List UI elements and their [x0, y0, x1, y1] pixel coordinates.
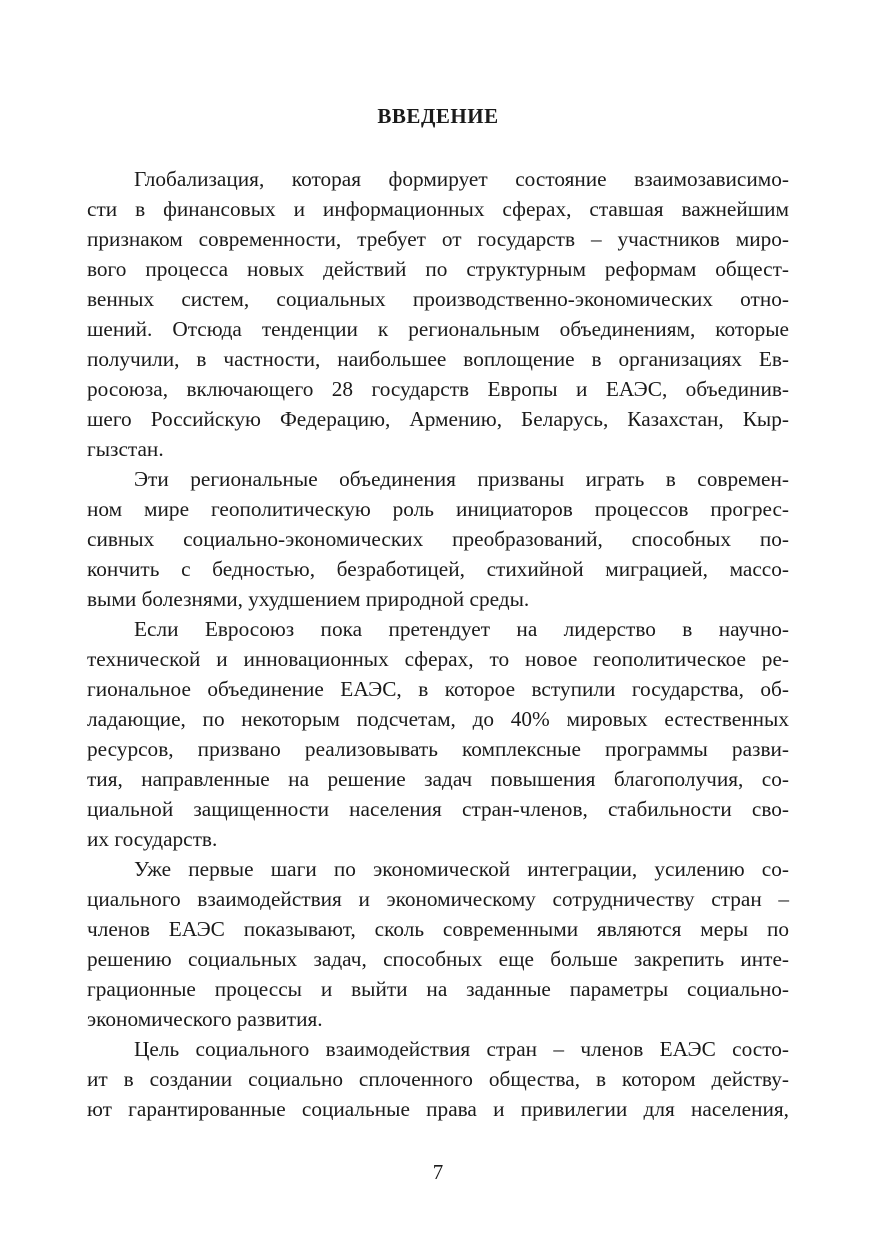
paragraph-line: выми болезнями, ухудшением природной среды. — [87, 587, 530, 611]
paragraph-line: получили, в частности, наибольшее воплощение в организациях Ев- — [87, 347, 789, 371]
paragraph-line: Уже первые шаги по экономической интеграции, усилению со- — [134, 857, 789, 881]
paragraph-line: экономического развития. — [87, 1007, 323, 1031]
paragraph-line: шений. Отсюда тенденции к региональным объединениям, которые — [87, 317, 789, 341]
paragraph-line: ладающие, по некоторым подсчетам, до 40% мировых естественных — [87, 707, 789, 731]
body-text — [87, 164, 789, 1124]
paragraph-line: ют гарантированные социальные права и привилегии для населения, — [87, 1097, 789, 1121]
paragraph-line: их государств. — [87, 827, 218, 851]
paragraph-line: кончить с бедностью, безработицей, стихийной миграцией, массо- — [87, 557, 789, 581]
paragraph-line: ресурсов, призвано реализовывать комплексные программы разви- — [87, 737, 789, 761]
paragraph — [87, 164, 789, 464]
paragraph-line: Если Евросоюз пока претендует на лидерство в научно- — [134, 617, 789, 641]
paragraph-line: росоюза, включающего 28 государств Европы и ЕАЭС, объединив- — [87, 377, 789, 401]
paragraph-line: Цель социального взаимодействия стран – членов ЕАЭС состо- — [134, 1037, 789, 1061]
paragraph — [87, 614, 789, 854]
paragraph-line: Глобализация, которая формирует состояние взаимозависимо- — [134, 167, 789, 191]
section-heading: ВВЕДЕНИЕ — [377, 104, 499, 128]
paragraph-line: шего Российскую Федерацию, Армению, Беларусь, Казахстан, Кыр- — [87, 407, 789, 431]
paragraph-line: решению социальных задач, способных еще больше закрепить инте- — [87, 947, 789, 971]
paragraph-line: ит в создании социально сплоченного общества, в котором действу- — [87, 1067, 789, 1091]
paragraph-line: членов ЕАЭС показывают, сколь современными являются меры по — [87, 917, 789, 941]
paragraph — [87, 854, 789, 1034]
paragraph — [87, 464, 789, 614]
paragraph-line: гиональное объединение ЕАЭС, в которое вступили государства, об- — [87, 677, 789, 701]
paragraph-line: технической и инновационных сферах, то новое геополитическое ре- — [87, 647, 789, 671]
paragraph-line: венных систем, социальных производственно-экономических отно- — [87, 287, 789, 311]
paragraph-line: циальной защищенности населения стран-членов, стабильности сво- — [87, 797, 789, 821]
paragraph-line: тия, направленные на решение задач повышения благополучия, со- — [87, 767, 789, 791]
paragraph-line: грационные процессы и выйти на заданные параметры социально- — [87, 977, 789, 1001]
paragraph-line: вого процесса новых действий по структурным реформам общест- — [87, 257, 789, 281]
paragraph-line: ном мире геополитическую роль инициаторов процессов прогрес- — [87, 497, 789, 521]
paragraph-line: сти в финансовых и информационных сферах, ставшая важнейшим — [87, 197, 789, 221]
paragraph-line: гызстан. — [87, 437, 164, 461]
paragraph-line: сивных социально-экономических преобразований, способных по- — [87, 527, 789, 551]
paragraph-line: Эти региональные объединения призваны играть в современ- — [134, 467, 789, 491]
paragraph — [87, 1034, 789, 1124]
page-number: 7 — [432, 1160, 444, 1184]
paragraph-line: признаком современности, требует от государств – участников миро- — [87, 227, 789, 251]
paragraph-line: циального взаимодействия и экономическому сотрудничеству стран – — [87, 887, 789, 911]
